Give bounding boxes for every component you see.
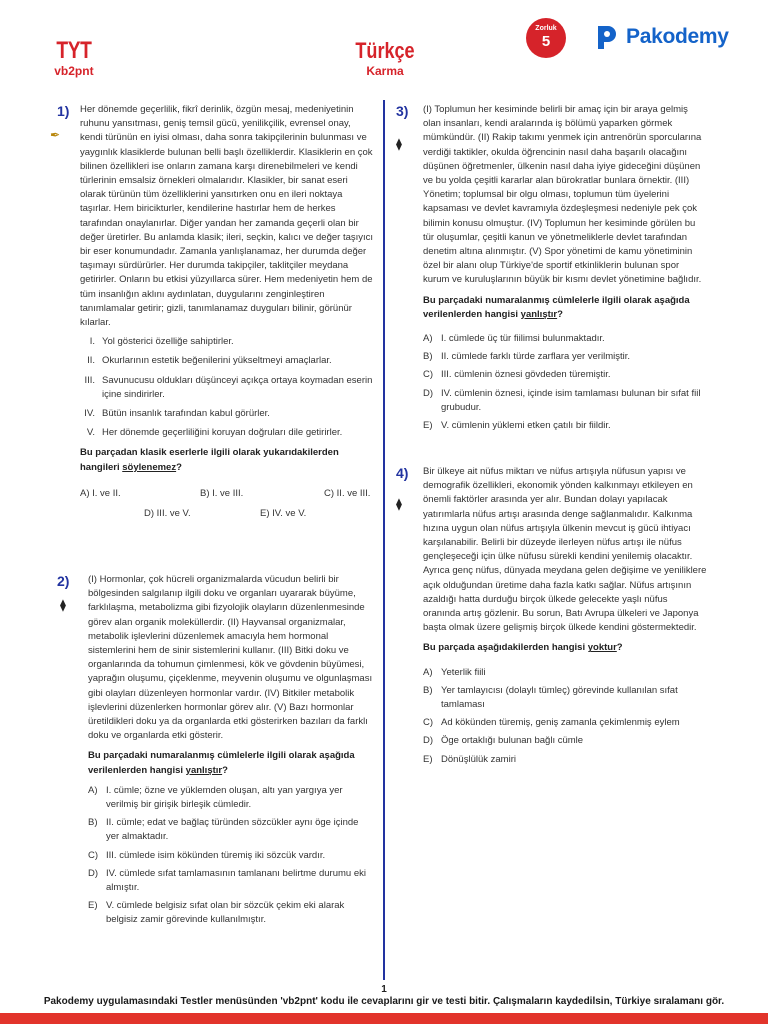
option-b[interactable]: B) I. ve III. [200,487,244,499]
statement-item: I. Yol gösterici özelliğe sahiptirler. [89,336,234,348]
statement-item: III. Savunucusu oldukları düşünceyi açıkça ortaya koymadan eserin içine sindirirler. [84,374,373,400]
question-4 [423,465,707,771]
pakodemy-logo-icon [590,22,620,52]
diamond-pin-icon: ⧫ [396,137,402,151]
statement-item: II. Okurlarının estetik beğenilerini yükseltmeyi amaçlarlar. [87,355,332,367]
question-1-passage: Her dönemde geçerlilik, fikrî derinlik, özgün mesaj, medeniyetinin ruhunu yansıtması, geniş temsil gücü, yenilikçilik, evrensel onay, kendi türünün en iyisi olması, daha sonra takipçilerinin bulunması ve yaygınlık klasiklerde bulunan belli başlı özelliklerdir. Klasiklerin en çok bilinen özellikleri ise onların zamana karşı direnebilmeleri ve kendi türlerinin emsalsiz örnekleri olmalarıdır. Klasikler, bir sanat eseri olarak türünün tüm özelliklerini yansıtırken onu en ileri noktaya taşırlar. Hem biricikturler, kendilerine hastırlar hem de herkes tarafından onaylanırlar. Diğer yandan her zamanda geçerli olan bir değer üretirler. Bu anlamda klasik; ileri, seçkin, kalıcı ve değer taşıyıcı bir eser konumundadır. Zamanla yanlışlanamaz, her durumda değer taşımayı sürdürürler. Her durumda takipçiler, taklitçiler meydana getirirler. Onların bu etkisi yüzyıllarca sürer. Hem medeniyetin hem de tüm insanlığın aklını aydınlatan, duygularını zenginleştiren tanımlamalar getirir; gizli, tanımlanamaz duyguları bilinir, görünür kılarlar. [80,104,374,329]
brand-name: Pakodemy [626,25,729,48]
option-d[interactable]: D) III. ve V. [144,507,191,519]
question-4-passage: Bir ülkeye ait nüfus miktarı ve nüfus artışıyla nüfusun yapısı ve demografik özellikleri, ekonomik yönden kalkınmayı etkileyen en önemli faktörler arasında yer alır. Bundan dolayı yapılacak yatırımlarla nüfus artışı arasında denge sağlanmalıdır. Kalkınma hızına uygun olan nüfus artışıyla ülkenin mevcut iş gücü ihtiyacı karşılanabilir. Belirli bir düzeyde ilerleyen nüfus artışı ile nüfus gençleşeceği için ülke nüfusu sürekli kendini yenilemiş olacaktır. Ayrıca genç nüfus, dünyada meydana gelen değişime ve yeniliklere açık olduğundan üretime daha fazla katkı sağlar. Nüfus artışının azaldığı hatta durduğu birçok ülkede gelecekte yaşlı nüfus oranında artış gözlenir. Bu sorun, Batı Avrupa ülkeleri ve Japonya başta olmak üzere gelişmiş birçok ülkede kendini göstermektedir. [423,466,707,634]
option-c[interactable]: C) III. cümlede isim kökünden türemiş iki sözcük vardır. [88,849,326,861]
question-3-number: 3) [396,103,409,119]
option-b[interactable]: B) Yer tamlayıcısı (dolaylı tümleç) görevinde kullanılan sıfat tamlaması [423,684,678,711]
option-a[interactable]: A) Yeterlik fiili [423,666,486,678]
question-3-options [423,332,707,433]
question-1-stem: Bu parçadan klasik eserlerle ilgili olarak yukarıdakilerden hangileri söylenemez? [80,447,339,473]
option-d[interactable]: D) Öge ortaklığı bulunan bağlı cümle [423,735,584,747]
option-a[interactable]: A) I. cümlede üç tür fiilimsi bulunmaktadır. [423,333,605,345]
difficulty-badge [526,18,566,58]
question-1-options [80,487,374,523]
header-subject-block [340,38,430,78]
subject-title: Türkçe [355,38,415,63]
question-4-options [423,666,707,767]
diamond-pin-icon: ⧫ [396,497,402,511]
header-exam-block [52,38,96,78]
column-divider [383,100,385,980]
difficulty-label: Zorluk [535,25,557,32]
difficulty-value: 5 [541,33,551,50]
question-1-number: 1) [57,103,70,119]
option-e[interactable]: E) IV. ve V. [260,507,307,519]
question-2-stem: Bu parçadaki numaralanmış cümlelerle ilgili olarak aşağıda verilenlerden hangisi yanlıştır? [88,750,355,776]
question-3 [423,103,707,437]
option-a[interactable]: A) I. cümle; özne ve yüklemden oluşan, altı yan yargıya yer verilmiş bir girişik birleşik cümledir. [88,784,343,811]
question-2-options [88,784,374,928]
test-type: Karma [366,64,404,78]
statement-item: IV. Bütün insanlık tarafından kabul görürler. [84,408,270,420]
statement-item: V. Her dönemde geçerliliğini koruyan doğruları dile getirirler. [86,427,343,439]
option-b[interactable]: B) II. cümle; edat ve bağlaç türünden sözcükler aynı öge içinde yer almaktadır. [88,817,359,843]
option-c[interactable]: C) II. ve III. [324,487,371,499]
option-b[interactable]: B) II. cümlede farklı türde zarflara yer verilmiştir. [423,351,630,363]
question-2-passage: (I) Hormonlar, çok hücreli organizmalarda vücudun belirli bir bölgesinden salgılanıp ilgili doku ve organları uyararak büyüme, farklılaşma, metabolizma gibi fizyolojik olayların düzenlenmesinde görev alan organik moleküllerdir. (II) Hayvansal organizmalar, metabolik işlevlerini düzenlemek amacıyla hem hormonal sistemlerini hem de sinir sistemlerini kullanır. (III) Bitki doku ve organlarında da tohumun çimlenmesi, kök ve gövdenin büyümesi, yaprağın oluşumu, çiçeklenme, meyvenin oluşumu ve olgunlaşması gibi olayları düzenleyen hormonlar vardır. (IV) Bitkiler metabolik işlevlerini düzenlerken hormonlar görev alır. (V) Bazı hormonlar üretildikleri doku ya da organlarda etki gösterirken bazıları da farklı doku ve organlarda etki gösterir. [88,574,373,742]
option-a[interactable]: A) I. ve II. [80,487,121,499]
option-e[interactable]: E) Dönüşlülük zamiri [423,753,516,765]
option-c[interactable]: C) III. cümlenin öznesi gövdeden türemiştir. [423,369,611,381]
brand-logo [590,22,729,52]
question-3-passage: (I) Toplumun her kesiminde belirli bir amaç için bir araya gelmiş olan insanları, kendi aralarında iş bölümü yaparken görmek mümkündür. (II) Rakip takımı yenmek için antrenörün sporcularına verdiği taktikler, okulda öğrencinin nasıl daha başarılı olacağını düşünen öğretmenler, ülkenin nasıl daha iyiye gideceğini düşünen ve bu yolda çeşitli kararlar alan bürokratlar bunlara örnektir. (III) Yönetim; toplumsal bir olgu olması, toplumun tüm üyelerini kapsaması ve devlet kavramıyla özdeşleşmesi nedeniyle pek çok bilimin konusu olmuştur. (IV) Toplumun her kesiminde görülen bu tür oluşumlar, çeşitli kanun ve yönetmeliklerle devlet tarafından denetim altına alınmıştır. (V) Spor yönetimi de kamu yönetiminin özel bir alanı olup Türkiye'de sportif etkinliklerin bulunan spor kurum ve kuruluşlarının büyük bir kısmı devlet yönetimine bağlıdır. [423,104,702,286]
option-d[interactable]: D) IV. cümlenin öznesi, içinde isim tamlaması bulunan bir sıfat fiil grubudur. [423,387,701,413]
question-1 [80,103,374,523]
option-e[interactable]: E) V. cümlede belgisiz sıfat olan bir sözcük çekim eki alarak belgisiz zamir görevinde kullanılmıştır. [88,900,345,926]
option-e[interactable]: E) V. cümlenin yüklemi etken çatılı bir fiildir. [423,420,611,432]
page-number: 1 [381,984,387,995]
footer-instructions: Pakodemy uygulamasındaki Testler menüsünden 'vb2pnt' kodu ile cevaplarını gir ve testi bitir. Çalışmaların kaydedilsin, Türkiye sıralamanı gör. [43,996,725,1007]
test-code: vb2pnt [54,64,94,78]
question-2-number: 2) [57,573,70,589]
question-2 [88,573,374,932]
question-4-stem: Bu parçada aşağıdakilerden hangisi yoktur? [423,642,623,654]
quill-icon: ✒ [50,128,61,142]
exam-title: TYT [56,37,92,64]
option-d[interactable]: D) IV. cümlede sıfat tamlamasının tamlananı belirtme durumu eki almıştır. [88,867,366,894]
footer-bar [0,1013,768,1024]
option-c[interactable]: C) Ad kökünden türemiş, geniş zamanla çekimlenmiş eylem [423,717,680,729]
question-1-statements [80,335,374,440]
diamond-pin-icon: ⧫ [60,598,66,612]
question-3-stem: Bu parçadaki numaralanmış cümlelerle ilgili olarak aşağıda verilenlerden hangisi yanlıştır? [423,294,690,320]
question-4-number: 4) [396,465,409,481]
